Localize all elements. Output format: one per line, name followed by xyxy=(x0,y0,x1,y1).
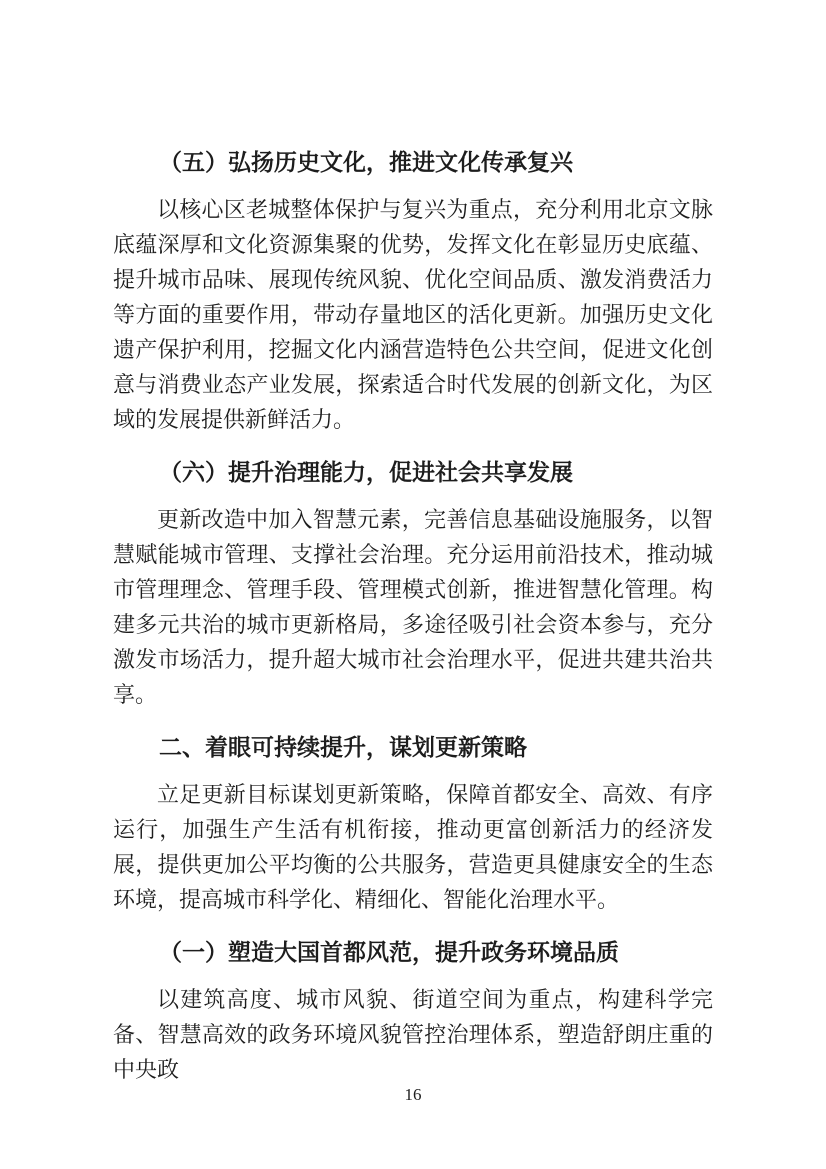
section-heading-5: （五）弘扬历史文化，推进文化传承复兴 xyxy=(159,150,573,175)
paragraph-governance: 更新改造中加入智慧元素，完善信息基础设施服务，以智慧赋能城市管理、支撑社会治理。充分运用前沿技术，推动城市管理理念、管理手段、管理模式创新，推进智慧化管理。构建多元共治的城市更新格局，多途径吸引社会资本参与，充分激发市场活力，提升超大城市社会治理水平，促进共建共治共享。 xyxy=(113,507,713,707)
paragraph-strategy: 立足更新目标谋划更新策略，保障首都安全、高效、有序运行，加强生产生活有机衔接，推动更富创新活力的经济发展，提供更加公平均衡的公共服务，营造更具健康安全的生态环境，提高城市科学化、精细化、智能化治理水平。 xyxy=(113,782,713,912)
page-number: 16 xyxy=(404,1085,422,1104)
section-heading-6: （六）提升治理能力，促进社会共享发展 xyxy=(159,460,573,485)
paragraph-culture: 以核心区老城整体保护与复兴为重点，充分利用北京文脉底蕴深厚和文化资源集聚的优势，发挥文化在彰显历史底蕴、提升城市品味、展现传统风貌、优化空间品质、激发消费活力等方面的重要作用，带动存量地区的活化更新。加强历史文化遗产保护利用，挖掘文化内涵营造特色公共空间，促进文化创意与消费业态产业发展，探索适合时代发展的创新文化，为区域的发展提供新鲜活力。 xyxy=(113,197,713,432)
paragraph-capital-style: 以建筑高度、城市风貌、街道空间为重点，构建科学完备、智慧高效的政务环境风貌管控治理体系，塑造舒朗庄重的中央政 xyxy=(113,987,713,1082)
section-heading-1: （一）塑造大国首都风范，提升政务环境品质 xyxy=(159,940,619,965)
document-content xyxy=(113,145,713,1087)
chapter-heading-2: 二、着眼可持续提升，谋划更新策略 xyxy=(159,734,527,760)
